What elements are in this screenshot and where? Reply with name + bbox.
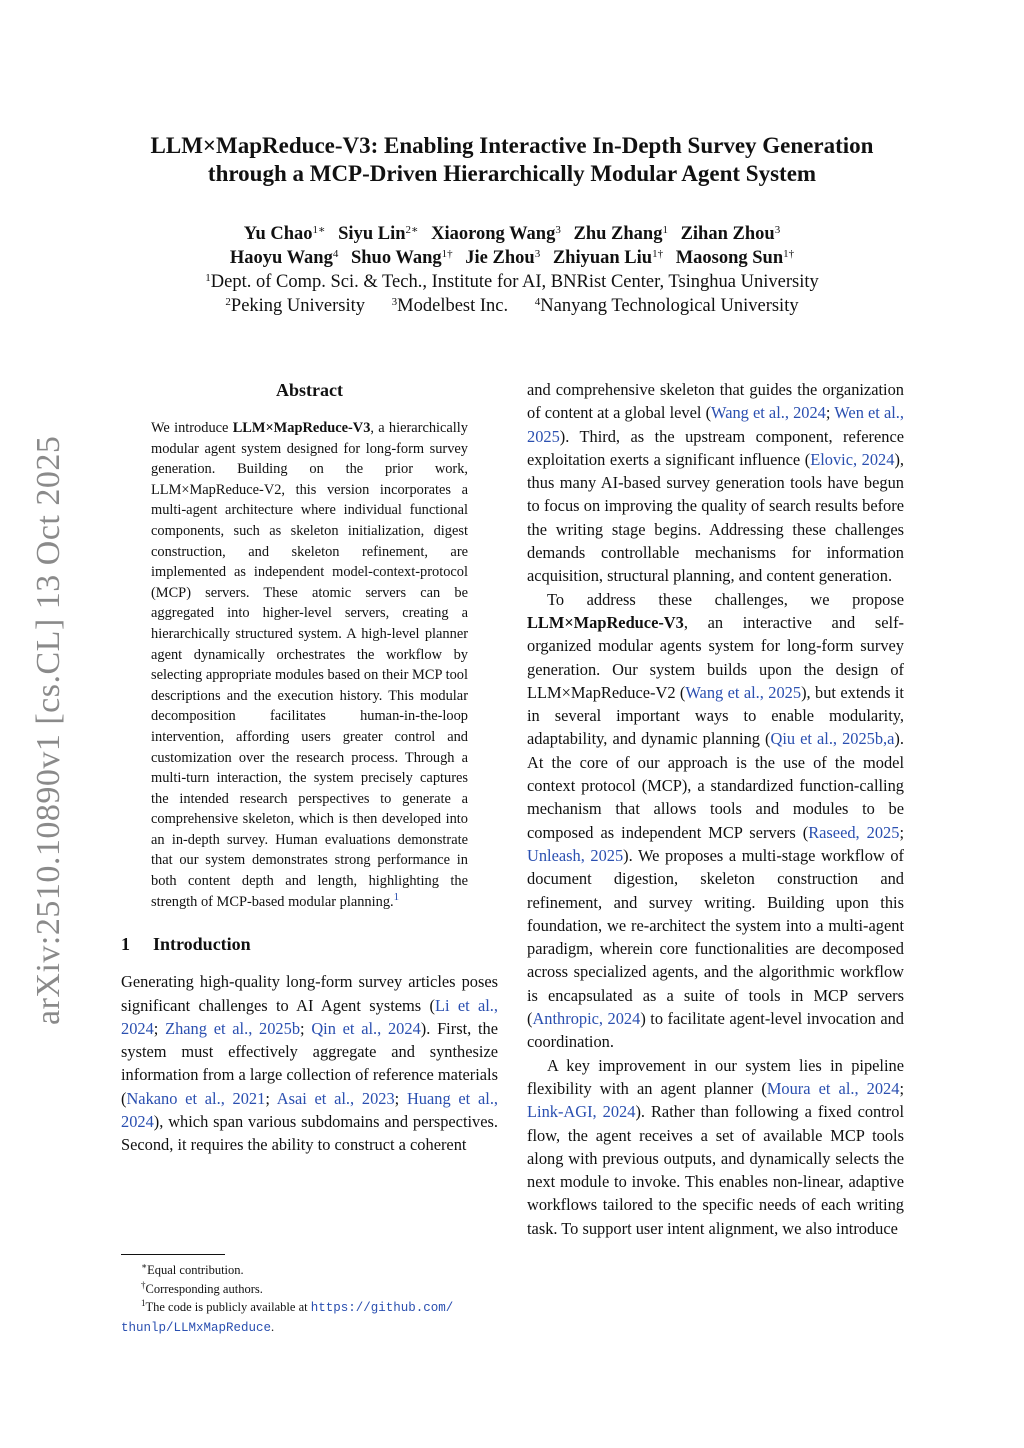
citation-link[interactable]: Elovic, 2024 bbox=[810, 449, 895, 469]
citation-link[interactable]: Anthropic, 2024 bbox=[532, 1009, 641, 1029]
section-heading-introduction: 1 Introduction bbox=[121, 934, 251, 955]
footnote: †Corresponding authors. bbox=[141, 1279, 263, 1296]
citation-link[interactable]: Qiu et al., 2025b,a bbox=[770, 729, 895, 749]
citation-link[interactable]: Huang et al., 2024 bbox=[121, 1088, 499, 1132]
title-line-1: LLM×MapReduce-V3: Enabling Interactive In-Depth Survey Generation bbox=[150, 133, 874, 158]
code-url-link[interactable]: thunlp/LLMxMapReduce bbox=[121, 1320, 272, 1335]
author: Maosong Sun$^{1\dagger}$ bbox=[675, 248, 795, 268]
citation-link[interactable]: Qin et al., 2024 bbox=[311, 1018, 421, 1038]
citation-link[interactable]: Unleash, 2025 bbox=[527, 845, 624, 865]
abstract-heading: Abstract bbox=[276, 380, 343, 400]
citation-link[interactable]: Zhang et al., 2025b bbox=[165, 1018, 301, 1038]
author: Siyu Lin$^{2∗}$ bbox=[338, 224, 419, 244]
author-row-1 bbox=[100, 222, 924, 246]
body-paragraph: A key improvement in our system lies in pipeline flexibility with an agent planner (Moura et al., 2024; Link-AGI, 2024). Rather than following a fixed control flow, the agent receives a set of available MCP tools along with previous outputs, and dynamically selects the next module to invoke. This enables non-linear, adaptive workflows tailored to the specific needs of each writing task. To support user intent alignment, we also introduce bbox=[527, 1055, 905, 1238]
body-paragraph: To address these challenges, we propose LLM×MapReduce-V3, an interactive and self-organized modular agents system for long-form survey generation. Our system builds upon the design of LLM×MapReduce-V2 (Wang et al., 2025), but extends it in several important ways to enable modularity, adaptability, and dynamic planning (Qiu et al., 2025b,a). At the core of our approach is the use of the model context protocol (MCP), a standardized function-calling mechanism that allows tools and modules to be composed as independent MCP servers (Raseed, 2025; Unleash, 2025). We proposes a multi-stage workflow of document digestion, skeleton construction and refinement, and survey writing. Building upon this foundation, we re-architect the system into a multi-agent paradigm, wherein core functionalities are decomposed across specialized agents, and the algorithmic workflow is encapsulated as a suite of tools in MCP servers (Anthropic, 2024) to facilitate agent-level invocation and coordination. bbox=[527, 589, 905, 1052]
footnotes bbox=[121, 1261, 506, 1337]
author: Xiaorong Wang$^3$ bbox=[431, 224, 561, 244]
author: Jie Zhou$^3$ bbox=[465, 248, 541, 268]
abstract-text: We introduce LLM×MapReduce-V3, a hierarchically modular agent system designed for long-form survey generation. Building on the prior work, LLM×MapReduce-V2, this version incorporates a multi-agent architecture where individual functional components, such as skeleton initialization, digest construction, and skeleton refinement, are implemented as independent model-context-protocol (MCP) servers. These atomic servers can be aggregated into higher-level servers, creating a hierarchically structured system. A high-level planner agent dynamically orchestrates the workflow by selecting appropriate modules based on their MCP tool descriptions and the execution history. This modular decomposition facilitates human-in-the-loop intervention, affording users greater control and customization over the research process. Through a multi-turn interaction, the system precisely captures the intended research perspectives to generate a comprehensive skeleton, which is then developed into an in-depth survey. Human evaluations demonstrate that our system demonstrates strong performance in both content depth and length, highlighting the strength of MCP-based modular planning.$^1$ bbox=[151, 420, 468, 910]
author: Zhu Zhang$^1$ bbox=[573, 224, 668, 244]
intro-paragraph: Generating high-quality long-form survey articles poses significant challenges to AI Agent systems (Li et al., 2024; Zhang et al., 2025b; Qin et al., 2024). First, the system must effectively aggregate and synthesize information from a large collection of reference materials (Nakano et al., 2021; Asai et al., 2023; Huang et al., 2024), which span various subdomains and perspectives. Second, it requires the ability to construct a coherent bbox=[121, 972, 499, 1155]
author: Zhiyuan Liu$^{1\dagger}$ bbox=[552, 248, 664, 268]
citation-link[interactable]: Asai et al., 2023 bbox=[276, 1088, 395, 1108]
author: Shuo Wang$^{1\dagger}$ bbox=[350, 248, 453, 268]
citation-link[interactable]: Raseed, 2025 bbox=[808, 822, 900, 842]
author-row-2 bbox=[100, 246, 924, 270]
left-column bbox=[121, 378, 498, 1157]
affiliation-row-1: $^1$Dept. of Comp. Sci. & Tech., Institute for AI, BNRist Center, Tsinghua University bbox=[205, 272, 819, 292]
citation-link[interactable]: Link-AGI, 2024 bbox=[527, 1102, 636, 1122]
citation-link[interactable]: Wen et al., 2025 bbox=[527, 403, 904, 446]
affiliation: Nanyang Technological University bbox=[540, 296, 799, 316]
footnote: $^1$The code is publicly available at https://github.com/ thunlp/LLMxMapReduce. bbox=[121, 1298, 454, 1335]
affiliation-row-2: $^2$Peking University $^3$Modelbest Inc. $^4$Nanyang Technological University bbox=[225, 296, 799, 316]
right-column bbox=[527, 378, 904, 1240]
citation-link[interactable]: Wang et al., 2024 bbox=[711, 403, 826, 423]
citation-link[interactable]: Li et al., 2024 bbox=[121, 995, 498, 1038]
citation-link[interactable]: Nakano et al., 2021 bbox=[126, 1088, 266, 1108]
author: Haoyu Wang$^4$ bbox=[229, 248, 339, 268]
footnote: ∗Equal contribution. bbox=[141, 1261, 244, 1277]
affiliation: Modelbest Inc. bbox=[397, 296, 509, 316]
affiliation: Dept. of Comp. Sci. & Tech., Institute for AI, BNRist Center, Tsinghua University bbox=[210, 272, 819, 292]
author: Zihan Zhou$^3$ bbox=[680, 224, 781, 244]
arxiv-identifier: arXiv:2510.10890v1 [cs.CL] 13 Oct 2025 bbox=[30, 435, 67, 1025]
paper-title bbox=[100, 132, 924, 188]
affiliation: Peking University bbox=[230, 296, 366, 316]
body-paragraph: and comprehensive skeleton that guides the organization of content at a global level (Wang et al., 2024; Wen et al., 2025). Third, as the upstream component, reference exploitation exerts a significant influence (Elovic, 2024), thus many AI-based survey generation tools have begun to focus on improving the quality of search results before the writing stage begins. Addressing these challenges demands controllable mechanisms for information acquisition, structural planning, and content generation. bbox=[527, 380, 904, 586]
author-block bbox=[100, 222, 924, 318]
footnote-divider bbox=[121, 1254, 225, 1255]
footnote-ref[interactable]: 1 bbox=[393, 890, 400, 903]
citation-link[interactable]: Wang et al., 2025 bbox=[685, 682, 802, 702]
citation-link[interactable]: Moura et al., 2024 bbox=[766, 1078, 900, 1098]
author: Yu Chao$^{1∗}$ bbox=[243, 224, 326, 244]
title-line-2: through a MCP-Driven Hierarchically Modular Agent System bbox=[207, 161, 817, 186]
code-url-link[interactable]: https://github.com/ bbox=[310, 1301, 454, 1315]
